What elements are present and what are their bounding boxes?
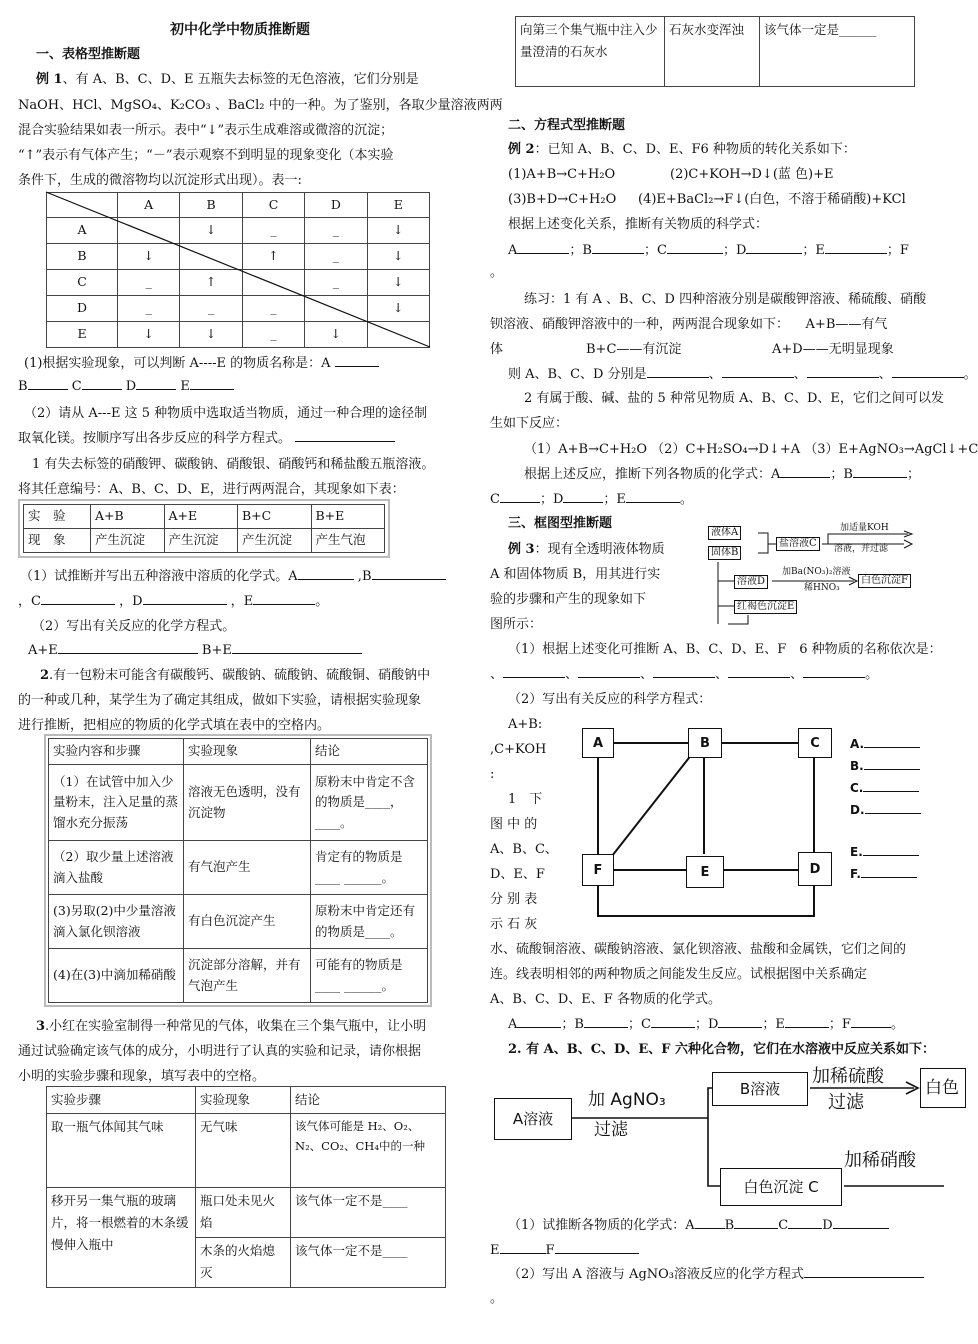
example-2-intro: 例 2：已知 A、B、C、D、E、F6 种物质的转化关系如下： xyxy=(508,142,856,157)
relation-diagram xyxy=(580,728,944,920)
square-intro: 1 下 xyxy=(508,792,543,807)
grid-col-header: D xyxy=(305,193,367,218)
example-1-line: “↑”表示有气体产生；“－”表示观察不到明显的现象变化（本实验 xyxy=(18,148,394,163)
grid-cell: _ xyxy=(118,270,180,296)
practice-1-line: 将其任意编号：A、B、C、D、E，进行两两混合，其现象如下表： xyxy=(18,482,405,497)
grid-cell: ↓ xyxy=(118,244,180,270)
grid-row-header: C xyxy=(47,270,118,296)
hno3-label: 加稀硝酸 xyxy=(844,1150,916,1171)
solution-flow-diagram xyxy=(494,1066,959,1208)
practice-2-answers: C ；D ；E 。 xyxy=(490,492,693,507)
grid-cell: ↓ xyxy=(367,296,429,322)
problem-2-q1: （1）试推断各物质的化学式：A B C D xyxy=(508,1219,889,1232)
section-2-heading: 二、方程式型推断题 xyxy=(508,118,626,133)
node-f: F xyxy=(582,854,614,886)
example-1-line: 例 1、有 A、B、C、D、E 五瓶失去标签的无色溶液，它们分别是 xyxy=(36,72,419,87)
grid-cell: _ xyxy=(118,296,180,322)
answer-label-b: B. xyxy=(850,760,920,772)
answer-label-f: F. xyxy=(850,868,917,880)
flow-filter-label: 溶液，并过滤 xyxy=(834,544,889,554)
grid-cell: ↓ xyxy=(367,244,429,270)
grid-diagonal-line xyxy=(46,192,430,347)
equation: (1)A+B→C+H₂O xyxy=(508,167,616,182)
grid-col-header: A xyxy=(118,193,180,218)
flow-bano3-label: 加Ba(NO₃)₂溶液 xyxy=(782,567,851,577)
gas-table-continued: 向第三个集气瓶中注入少量澄清的石灰水 石灰水变浑浊 该气体一定是______ xyxy=(515,16,915,87)
example-2-answers: A ；B ；C ；D ；E ；F xyxy=(508,243,909,258)
section-1-heading: 一、表格型推断题 xyxy=(36,47,141,62)
question-1-1-answers: B C D E xyxy=(18,380,234,393)
grid-cell: _ xyxy=(242,296,304,322)
equation-ckoh: ,C+KOH xyxy=(490,742,547,757)
h2so4-label: 加稀硫酸 xyxy=(812,1066,884,1087)
node-d: D xyxy=(798,852,832,886)
a-solution-box: A溶液 xyxy=(494,1098,572,1140)
practice-2-ask: 根据上述反应，推断下列各物质的化学式：A ；B ； xyxy=(524,467,920,482)
example-3-line: 图所示： xyxy=(490,617,543,632)
example-3-q2: （2）写出有关反应的科学方程式： xyxy=(508,692,712,707)
practice-line: 练习：1 有 A 、B、C、D 四种溶液分别是碳酸钾溶液、稀硫酸、硝酸 xyxy=(524,292,927,307)
practice-answers: 则 A、B、C、D 分别是 、 、 、 。 xyxy=(508,367,977,382)
square-more: 水、硫酸铜溶液、碳酸钠溶液、氯化钡溶液、盐酸和金属铁，它们之间的 xyxy=(490,942,907,957)
grid-cell: ↓ xyxy=(305,322,367,348)
grid-row-header: E xyxy=(47,322,118,348)
flow-redbrown-ppt-e: 红褐色沉淀E xyxy=(734,600,797,614)
white-ppt-c-box: 白色沉淀 C xyxy=(720,1168,842,1206)
powder-table: 实验内容和步骤 实验现象 结论 （1）在试管中加入少量粉末，注入足量的蒸馏水充分振荡 溶液无色透明，没有沉淀物 原粉末中肯定不含的物质是____，____。 （2）取少量上述溶液滴入盐酸 有气泡产生 肯定有的物质是____ ______。 (3)另取(2)中少量溶液滴入氯化钡溶液 有白色沉淀产生 原粉末中肯定还有的物质是____。 (4)在(3)中滴加稀硝酸 沉淀部分溶解，并有气泡产生 可能有的物质是____ ______。 xyxy=(44,734,432,1007)
grid-cell: _ xyxy=(242,322,304,348)
example-3-line: A 和固体物质 B，用其进行实 xyxy=(490,567,661,582)
grid-cell: _ xyxy=(305,244,367,270)
node-a: A xyxy=(582,728,614,758)
practice-1-q2: （2）写出有关反应的化学方程式。 xyxy=(32,619,236,634)
grid-cell: ↓ xyxy=(367,218,429,244)
answer-label-c: C. xyxy=(850,782,919,794)
grid-cell: ↓ xyxy=(180,322,242,348)
agno3-label: 加 AgNO₃ xyxy=(588,1090,666,1110)
practice-2-equations: （1）A+B→C+H₂O （2）C+H₂SO₄→D↓+A （3）E+AgNO₃→AgCl↓+C xyxy=(524,442,978,457)
flow-white-ppt-f: 白色沉淀F xyxy=(858,574,911,588)
practice-2-line: 进行推断，把相应的物质的化学式填在表中的空格内。 xyxy=(18,718,331,733)
example-1-line: NaOH、HCl、MgSO₄、K₂CO₃ 、BaCl₂ 中的一种。为了鉴别，各取少量溶液两两 xyxy=(18,98,503,113)
gas-table: 实验步骤 实验现象 结论 取一瓶气体闻其气味 无气味 该气体可能是 H₂、O₂、N₂、CO₂、CH₄中的一种 移开另一集气瓶的玻璃片，将一根燃着的木条缓慢伸入瓶中 瓶口处未见火焰 该气体一定不是____ 木条的火焰熄灭 该气体一定不是____ xyxy=(46,1086,446,1288)
equation: (3)B+D→C+H₂O xyxy=(508,192,617,207)
node-c: C xyxy=(798,728,832,758)
flow-diagram xyxy=(708,524,936,626)
grid-cell: ↑ xyxy=(180,270,242,296)
practice-3-line: 小明的实验步骤和现象，填写表中的空格。 xyxy=(18,1069,266,1084)
practice-3-line: 通过试验确定该气体的成分，小明进行了认真的实验和记录，请你根据 xyxy=(18,1044,422,1059)
grid-col-header: B xyxy=(180,193,242,218)
answer-label-e: E. xyxy=(850,846,919,858)
practice-1-q1-answers: ，C ，D ，E 。 xyxy=(18,594,329,609)
problem-2-q2: （2）写出 A 溶液与 AgNO₃溶液反应的化学方程式 xyxy=(508,1268,924,1281)
example-3-q1-blanks: 、 、 、 、 、 。 xyxy=(490,667,879,682)
square-intro: A、B、C、 xyxy=(490,842,558,857)
relation-lines xyxy=(580,728,944,920)
b-solution-box: B溶液 xyxy=(712,1072,808,1106)
mix-table: 实 验 A+B A+E B+C B+E 现 象 产生沉淀 产生沉淀 产生沉淀 产生气泡 xyxy=(18,499,390,558)
grid-col-header: C xyxy=(242,193,304,218)
filter-label: 过滤 xyxy=(594,1120,628,1140)
practice-2-line: 生如下反应： xyxy=(490,416,569,431)
page-title: 初中化学中物质推断题 xyxy=(170,22,310,38)
equation-colon: : xyxy=(490,767,495,782)
grid-cell: ↑ xyxy=(242,244,304,270)
grid-cell: ↓ xyxy=(118,322,180,348)
practice-line: 钡溶液、硝酸钾溶液中的一种，两两混合现象如下： A+B——有气 xyxy=(490,317,888,332)
equation: (4)E+BaCl₂→F↓(白色，不溶于稀硝酸)+KCl xyxy=(638,192,906,207)
grid-row-header: B xyxy=(47,244,118,270)
example-1-line: 条件下，生成的微溶物均以沉淀形式出现）。表一: xyxy=(18,173,302,188)
reaction-grid xyxy=(46,192,430,347)
example-3-line: 例 3：现有全透明液体物质 xyxy=(508,542,665,557)
square-intro: 分 别 表 xyxy=(490,892,538,907)
filter2-label: 过滤 xyxy=(828,1092,864,1113)
flow-salt-c: 盐溶液C xyxy=(776,537,820,551)
example-1-line: 混合实验结果如表一所示。表中“↓”表示生成难溶或微溶的沉淀； xyxy=(18,123,394,138)
flow-koh-label: 加适量KOH xyxy=(840,523,889,533)
square-more: 连。线表明相邻的两种物质之间能发生反应。试根据图中关系确定 xyxy=(490,967,868,982)
example-2-ask: 根据上述变化关系，推断有关物质的科学式： xyxy=(508,217,769,232)
grid-col-header: E xyxy=(367,193,429,218)
question-1-1: (1)根据实验现象，可以判断 A----E 的物质名称是：A xyxy=(24,357,379,370)
flow-solution-d: 溶液D xyxy=(734,575,768,589)
equation-ab: A+B: xyxy=(508,717,543,732)
practice-line: A+D——无明显现象 xyxy=(772,342,894,357)
practice-1-q1: （1）试推断并写出五种溶液中溶质的化学式。A ,B xyxy=(20,570,446,583)
grid-cell: _ xyxy=(305,270,367,296)
practice-1-line: 1 有失去标签的硝酸钾、碳酸钠、硝酸银、硝酸钙和稀盐酸五瓶溶液。 xyxy=(32,457,435,472)
practice-3-line: 3.小红在实验室制得一种常见的气体，收集在三个集气瓶中，让小明 xyxy=(36,1019,427,1034)
section-3-heading: 三、框图型推断题 xyxy=(508,516,613,531)
problem-2-line: 2. 有 A、B、C、D、E、F 六种化合物，它们在水溶液中反应关系如下： xyxy=(508,1042,935,1057)
grid-cell: _ xyxy=(180,296,242,322)
grid-cell: ↓ xyxy=(367,270,429,296)
practice-2-line: 2.有一包粉末可能含有碳酸钙、碳酸钠、硫酸钠、硫酸铜、硝酸钠中 xyxy=(40,668,431,683)
square-answers: A ；B ；C ；D ；E ；F 。 xyxy=(508,1017,904,1032)
flow-hno3-label: 稀HNO₃ xyxy=(804,583,840,593)
answer-label-d: D. xyxy=(850,804,921,816)
answer-label-a: A. xyxy=(850,738,920,750)
practice-2-line: 的一种或几种，某学生为了确定其组成，做如下实验，请根据实验现象 xyxy=(18,693,422,708)
practice-1-equations: A+E B+E xyxy=(28,644,362,657)
practice-line: B+C——有沉淀 xyxy=(586,342,682,357)
square-intro: 图 中 的 xyxy=(490,817,538,832)
example-3-q1: （1）根据上述变化可推断 A、B、C、D、E、F 6 种物质的名称依次是： xyxy=(508,642,942,657)
square-more: A、B、C、D、E、F 各物质的化学式。 xyxy=(490,992,721,1007)
grid-row-header: A xyxy=(47,218,118,244)
node-b: B xyxy=(688,728,722,758)
problem-2-q1-more: E F xyxy=(490,1244,639,1257)
grid-row-header: D xyxy=(47,296,118,322)
grid-cell: _ xyxy=(305,218,367,244)
flow-liquid-a: 液体A xyxy=(708,526,741,540)
question-1-2: 取氧化镁。按顺序写出各步反应的科学方程式。 xyxy=(18,432,395,445)
practice-line: 体 xyxy=(490,342,504,357)
equation: (2)C+KOH→D↓(蓝 色)+E xyxy=(670,167,834,182)
node-e: E xyxy=(686,856,724,888)
example-3-line: 验的步骤和产生的现象如下 xyxy=(490,592,647,607)
white-box-cut: 白色 xyxy=(920,1068,966,1108)
square-intro: 示 石 灰 xyxy=(490,917,538,932)
square-intro: D、E、F xyxy=(490,867,545,882)
grid-cell: ↓ xyxy=(180,218,242,244)
question-1-2: （2）请从 A---E 这 5 种物质中选取适当物质，通过一种合理的途径制 xyxy=(24,406,428,421)
flow-solid-b: 固体B xyxy=(708,546,741,560)
grid-cell: _ xyxy=(242,218,304,244)
practice-2-line: 2 有属于酸、碱、盐的 5 种常见物质 A、B、C、D、E，它们之间可以发 xyxy=(524,391,944,406)
